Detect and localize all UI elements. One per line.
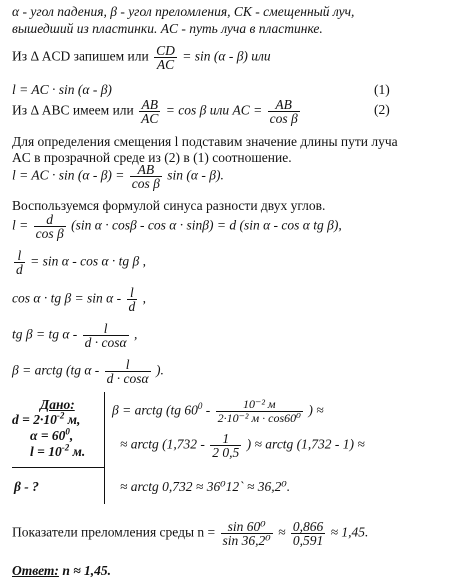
text: Показатели преломления среды n = — [12, 524, 216, 540]
formula-line-4: l = AC · sin (α - β) — [12, 82, 112, 97]
denominator: d · cosα — [84, 335, 127, 350]
equation-number-1: (1) — [374, 82, 390, 97]
fraction-l-d — [14, 249, 25, 276]
text: , — [142, 290, 147, 306]
denominator: sin 36,2⁰ — [222, 533, 271, 548]
denominator: AC — [141, 111, 159, 126]
formula-line-5 — [12, 98, 302, 125]
fraction-ab-cosb-2 — [130, 163, 162, 190]
text: (sin α · cosβ - cos α · sinβ) = d (sin α - cos α tg β), — [71, 217, 342, 233]
given-l — [30, 444, 85, 460]
formula-line-14 — [12, 358, 164, 385]
text: ). — [156, 362, 164, 378]
text: tg β = tg α - — [12, 326, 78, 342]
denominator: cos β — [269, 111, 298, 126]
intro-line-2: вышедший из пластинки. AC - путь луча в пластинке. — [12, 21, 323, 36]
fraction-l-d-2 — [127, 286, 138, 313]
text-line-9: Воспользуемся формулой синуса разности двух углов. — [12, 198, 326, 213]
text: , — [69, 428, 74, 443]
solution-line-2 — [120, 432, 365, 459]
text: sin (α - β). — [167, 167, 224, 183]
formula-line-13 — [12, 322, 137, 349]
exponent: -2 — [56, 410, 65, 421]
numerator: AB — [130, 163, 162, 177]
text: β = arctg (tg α - — [12, 362, 100, 378]
given-title: Дано: — [40, 397, 75, 412]
given-d — [12, 412, 80, 428]
text: cos α · tg β = sin α - — [12, 290, 122, 306]
denominator: cos β — [35, 226, 64, 241]
text: β = arctg (tg 60 — [112, 402, 198, 418]
fraction-l-dcosa-2 — [105, 358, 151, 385]
fraction-cd-ac — [154, 44, 177, 71]
text: = sin α - cos α · tg β , — [30, 253, 147, 269]
find-beta: β - ? — [14, 479, 39, 494]
text: = sin (α - β) или — [182, 48, 271, 64]
exponent: 0 — [65, 426, 70, 437]
exponent: 0 — [197, 401, 203, 412]
text: ≈ 1,45. — [330, 524, 369, 540]
text: ) ≈ — [308, 402, 324, 418]
solution-line-3: ≈ arctg 0,732 ≈ 36⁰12` ≈ 36,2⁰. — [120, 479, 291, 494]
numerator: l — [105, 358, 151, 372]
formula-line-3 — [12, 44, 271, 71]
text: м. — [69, 444, 86, 459]
formula-line-8 — [12, 163, 224, 190]
text: l = 10 — [30, 444, 62, 459]
intro-line-1: α - угол падения, β - угол преломления, CK - смещенный луч, — [12, 4, 355, 19]
fraction-ab-cosb — [268, 98, 300, 125]
numerator: AB — [268, 98, 300, 112]
text: - — [202, 402, 211, 418]
numerator: CD — [156, 43, 175, 58]
text: ≈ — [278, 524, 286, 540]
fraction-solution-2 — [210, 432, 241, 459]
numerator: 1 — [210, 432, 241, 446]
given-divider-vertical — [104, 392, 105, 504]
text: ) ≈ arctg (1,732 - 1) ≈ — [246, 436, 365, 452]
fraction-d-cosb — [34, 213, 66, 240]
text: d = 2·10 — [12, 412, 57, 427]
denominator: d — [128, 299, 136, 314]
formula-line-12 — [12, 286, 146, 313]
numerator: l — [127, 286, 138, 300]
text: l = AC · sin (α - β) = — [12, 167, 125, 183]
numerator: l — [83, 322, 129, 336]
text: Из Δ ACD запишем или — [12, 48, 149, 64]
numerator: l — [14, 249, 25, 263]
text: Из Δ ABC имеем или — [12, 102, 134, 118]
fraction-l-dcosa — [83, 322, 129, 349]
given-divider-horizontal — [12, 467, 104, 468]
solution-line-1 — [112, 398, 324, 425]
denominator: 2·10⁻² м · cos60⁰ — [217, 411, 301, 425]
fraction-solution-1 — [216, 398, 303, 425]
answer-value: n ≈ 1,45. — [62, 563, 111, 578]
fraction-sin-ratio — [221, 520, 273, 547]
numerator: sin 60⁰ — [221, 520, 273, 534]
formula-line-10 — [12, 213, 342, 240]
numerator: AB — [139, 98, 160, 112]
text-line-6: Для определения смещения l подставим значение длины пути луча — [12, 134, 398, 149]
denominator: AC — [156, 57, 175, 72]
denominator: d · cosα — [106, 371, 149, 386]
answer-label: Ответ: — [12, 563, 59, 578]
fraction-ab-ac — [139, 98, 160, 125]
answer-line — [12, 563, 111, 579]
numerator: 0,866 — [292, 519, 324, 534]
text: = cos β или AC = — [165, 102, 263, 118]
text: l = — [12, 217, 29, 233]
denominator: 0,591 — [292, 533, 324, 548]
numerator: d — [34, 213, 66, 227]
denominator: 2 0,5 — [212, 445, 240, 460]
fraction-values — [291, 520, 325, 547]
text-line-7: AC в прозрачной среде из (2) в (1) соотношение. — [12, 150, 292, 165]
text: α = 60 — [30, 428, 66, 443]
denominator: cos β — [131, 176, 160, 191]
numerator: 10⁻² м — [216, 398, 303, 412]
text: ≈ arctg (1,732 - — [120, 436, 205, 452]
denominator: d — [16, 262, 23, 277]
exponent: -2 — [61, 442, 70, 453]
text: , — [134, 326, 138, 342]
equation-number-2: (2) — [374, 102, 390, 117]
text: м, — [64, 412, 81, 427]
formula-line-11 — [12, 249, 146, 276]
result-line — [12, 520, 368, 547]
